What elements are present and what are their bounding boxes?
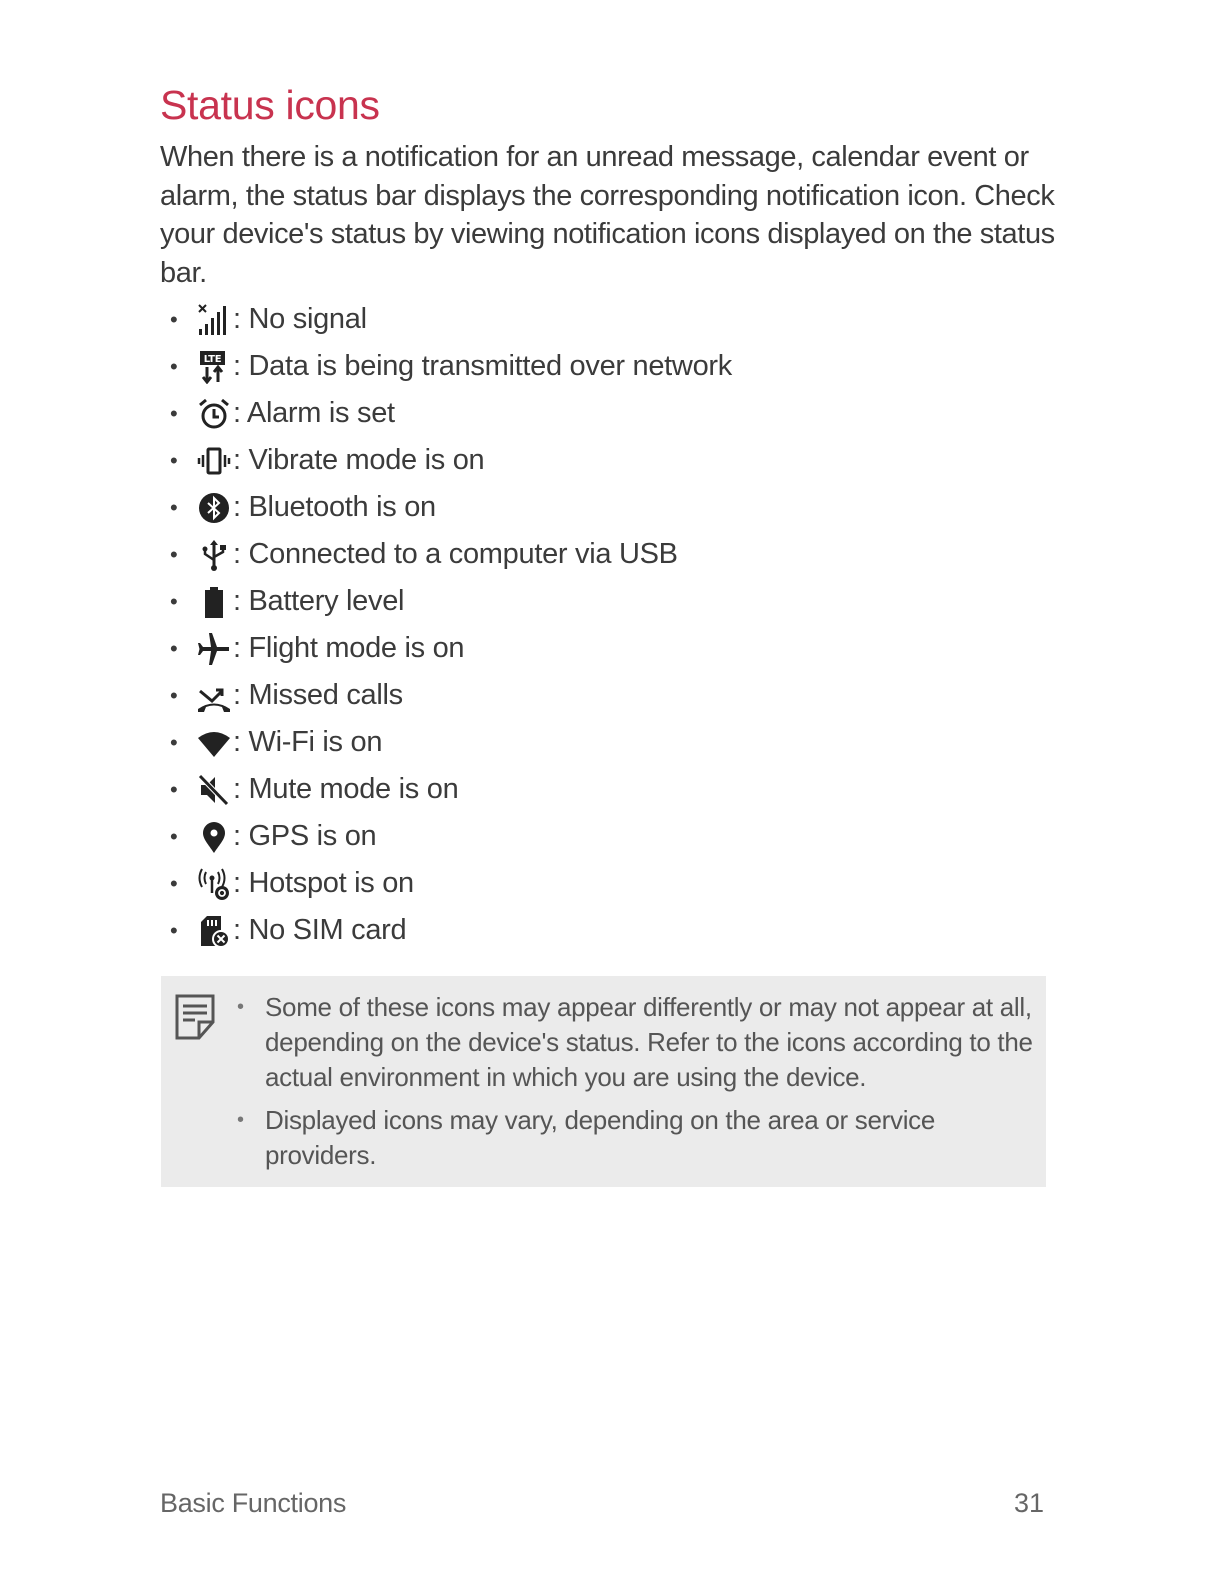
bluetooth-icon: [197, 491, 231, 525]
list-item-label: : Alarm is set: [233, 397, 395, 429]
no-signal-icon: [197, 303, 231, 337]
list-item-label: : GPS is on: [233, 820, 377, 852]
gps-icon: [197, 820, 231, 854]
list-item: [160, 907, 732, 954]
list-item: [160, 719, 732, 766]
bullet: •: [170, 917, 178, 943]
alarm-icon: [197, 397, 231, 431]
bullet: •: [170, 447, 178, 473]
bullet: •: [170, 541, 178, 567]
note-icon: [175, 994, 215, 1040]
usb-icon: [197, 538, 231, 572]
note-item-text: Displayed icons may vary, depending on the area or service providers.: [265, 1105, 936, 1170]
list-item: [160, 484, 732, 531]
note-list: [235, 990, 1035, 1181]
bullet: •: [237, 1109, 244, 1131]
lte-data-icon: [197, 350, 231, 384]
list-item: [160, 672, 732, 719]
airplane-icon: [197, 632, 231, 666]
list-item: [160, 296, 732, 343]
svg-text:LTE: LTE: [203, 353, 222, 365]
note-item-text: Some of these icons may appear differently or may not appear at all, depending on the device's status. Refer to the icons according to the actual environment in which you are using the device.: [265, 992, 1033, 1092]
missed-call-icon: [197, 679, 231, 713]
status-icon-list: [160, 296, 732, 954]
list-item-label: : Wi-Fi is on: [233, 726, 383, 758]
list-item-label: : Missed calls: [233, 679, 403, 711]
list-item-label: : No signal: [233, 303, 367, 335]
bullet: •: [170, 494, 178, 520]
bullet: •: [170, 306, 178, 332]
bullet: •: [170, 870, 178, 896]
footer-section-title: Basic Functions: [160, 1488, 347, 1518]
list-item: [160, 343, 732, 390]
bullet: •: [170, 635, 178, 661]
battery-icon: [197, 585, 231, 619]
page-number: 31: [1013, 1488, 1044, 1518]
list-item-label: : Data is being transmitted over network: [233, 350, 732, 382]
page-title: Status icons: [160, 82, 380, 128]
list-item-label: : No SIM card: [233, 914, 407, 946]
list-item-label: : Vibrate mode is on: [233, 444, 485, 476]
note-item: [235, 1103, 1035, 1173]
note-box: [161, 976, 1046, 1187]
bullet: •: [170, 400, 178, 426]
list-item: [160, 860, 732, 907]
bullet: •: [237, 996, 244, 1018]
mute-icon: [197, 773, 231, 807]
list-item: [160, 766, 732, 813]
no-sim-icon: [197, 914, 231, 948]
note-item: [235, 990, 1035, 1095]
list-item: [160, 390, 732, 437]
list-item-label: : Flight mode is on: [233, 632, 465, 664]
list-item-label: : Mute mode is on: [233, 773, 459, 805]
hotspot-icon: [197, 867, 231, 901]
list-item-label: : Bluetooth is on: [233, 491, 436, 523]
list-item: [160, 437, 732, 484]
bullet: •: [170, 823, 178, 849]
list-item-label: : Hotspot is on: [233, 867, 414, 899]
vibrate-icon: [197, 444, 231, 478]
list-item: [160, 625, 732, 672]
bullet: •: [170, 776, 178, 802]
list-item: [160, 531, 732, 578]
bullet: •: [170, 588, 178, 614]
bullet: •: [170, 729, 178, 755]
bullet: •: [170, 682, 178, 708]
intro-paragraph: When there is a notification for an unread message, calendar event or alarm, the status bar displays the corresponding notification icon. Check your device's status by viewing notification icons displayed on the status bar.: [160, 141, 1055, 290]
bullet: •: [170, 353, 178, 379]
wifi-icon: [197, 726, 231, 760]
list-item-label: : Battery level: [233, 585, 405, 617]
list-item: [160, 813, 732, 860]
list-item: [160, 578, 732, 625]
list-item-label: : Connected to a computer via USB: [233, 538, 678, 570]
